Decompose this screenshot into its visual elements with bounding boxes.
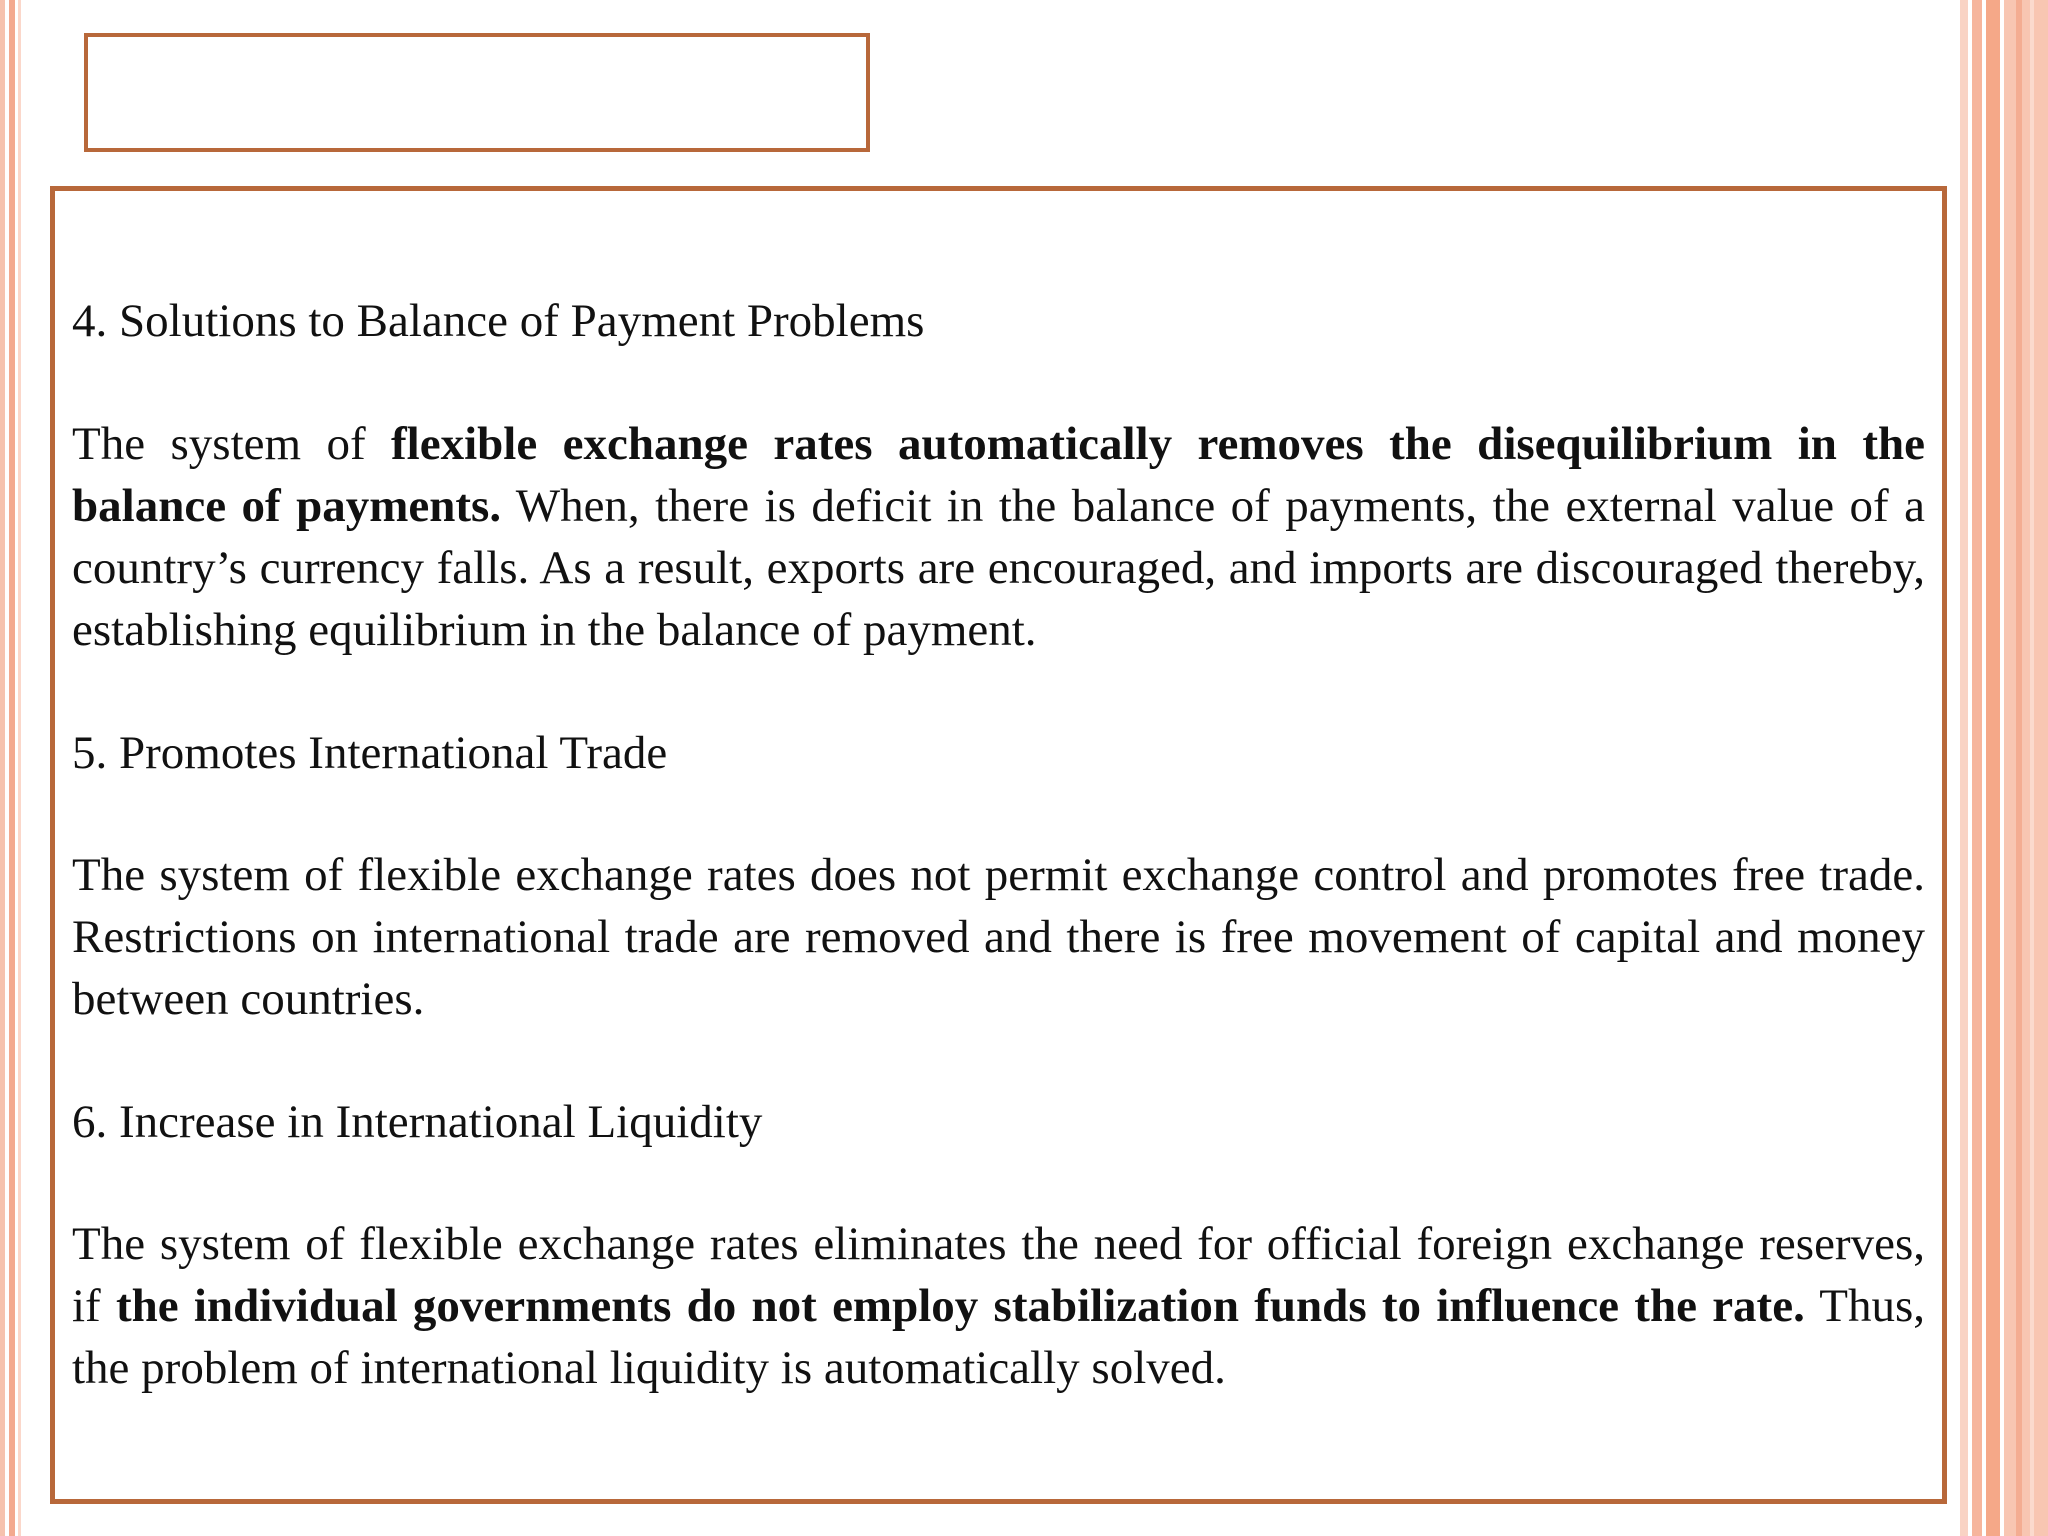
section-heading: 6. Increase in International Liquidity [72,1096,763,1148]
section-paragraph [72,413,1925,661]
left-decor-stripe [0,0,5,1536]
left-decor-stripe [9,0,15,1536]
paragraph-emphasis: the individual governments do not employ stabilization funds to influence the rate. [115,1280,1805,1332]
paragraph-text: The system of flexible exchange rates eliminates the need for official foreign exchange reserves, if [72,1218,1925,1332]
slide-body [72,290,1925,1399]
right-decor-stripe [2004,0,2048,1536]
slide-title-placeholder [84,33,870,152]
paragraph-text: Thus, the problem of international liquidity is automatically solved. [72,1280,1925,1394]
paragraph-text: When, there is deficit in the balance of payments, the external value of a country’s currency falls. As a result, exports are encouraged, and imports are discouraged thereby, establishing equilibrium in the balance of payment. [72,480,1925,656]
right-decor-stripe [2030,0,2034,1536]
right-decor-stripe [1972,0,1982,1536]
right-decor-stripe [2016,0,2022,1536]
paragraph-emphasis: flexible exchange rates automatically removes the disequilibrium in the balance of payments. [72,418,1926,532]
right-decor-stripe [1960,0,1968,1536]
section-paragraph [72,1213,1925,1399]
right-decor-stripe [1986,0,2000,1536]
left-decor-stripe [18,0,21,1536]
section-paragraph: The system of flexible exchange rates does not permit exchange control and promotes free trade. Restrictions on international trade are removed and there is free movement of capital and money between countries. [72,849,1925,1025]
section-heading: 5. Promotes International Trade [72,727,668,779]
paragraph-text: The system of [72,418,392,470]
section-heading: 4. Solutions to Balance of Payment Problems [72,295,925,347]
